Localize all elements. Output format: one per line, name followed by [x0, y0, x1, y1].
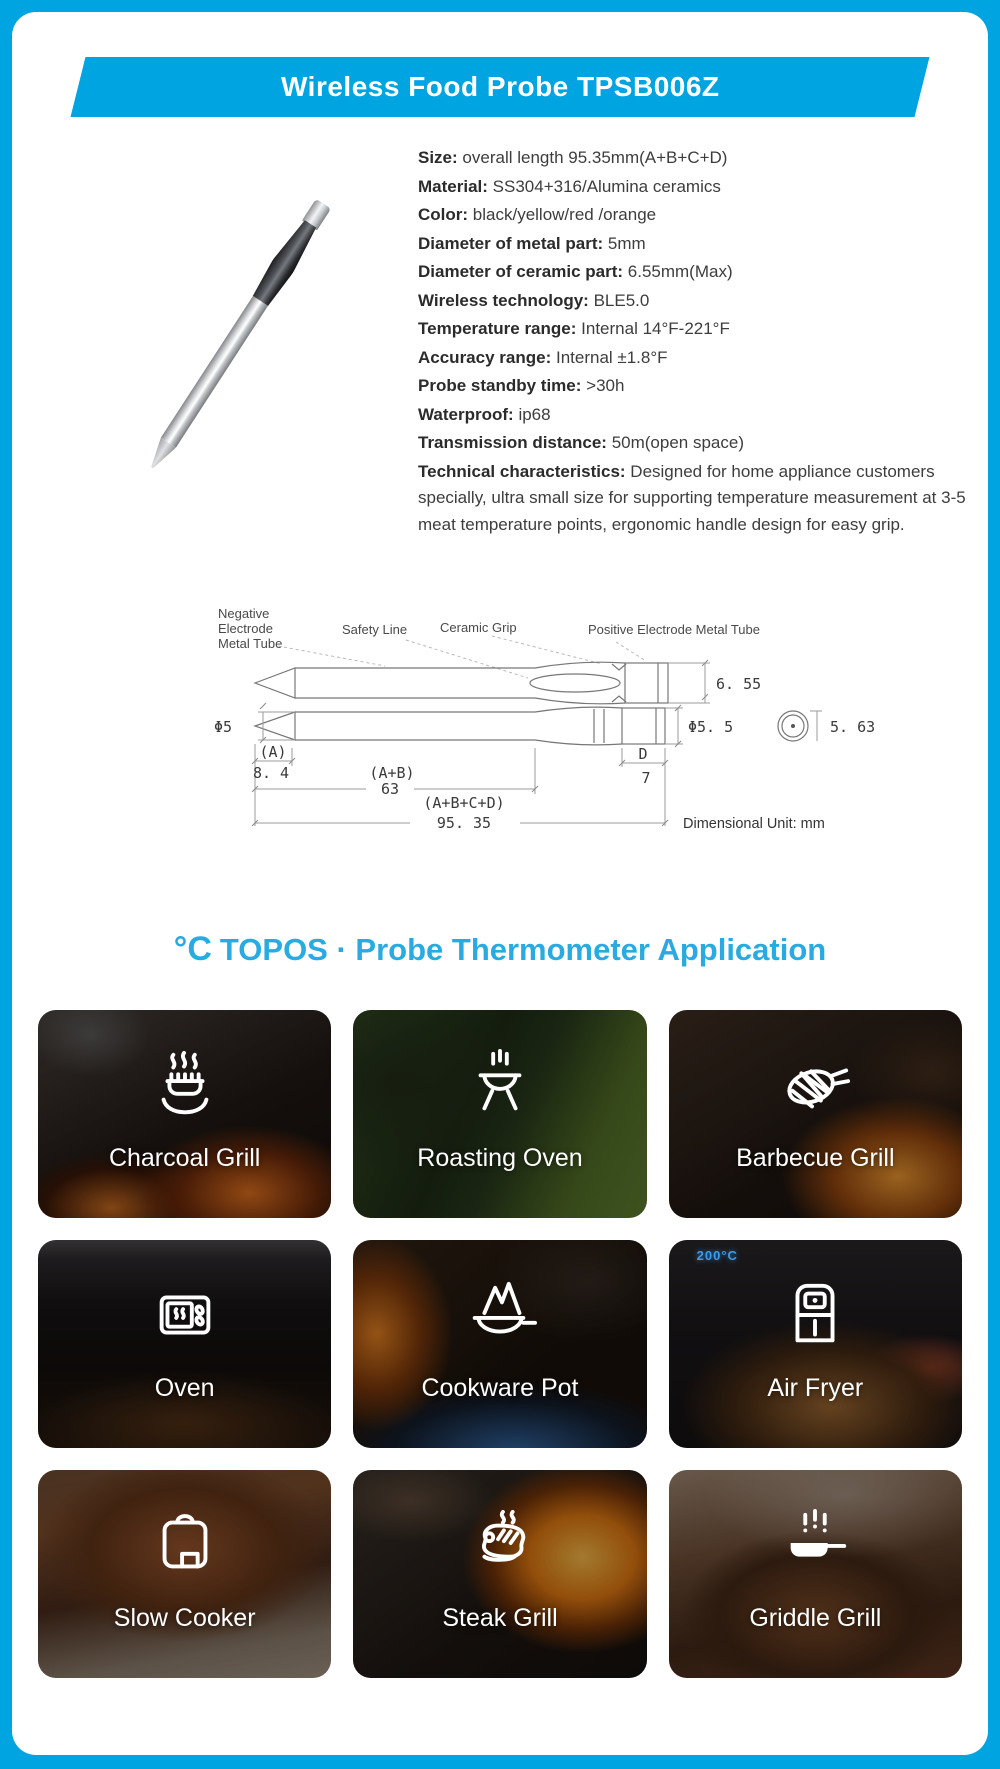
application-heading: [0, 930, 1000, 969]
dim-ceramic-diameter: 6. 55: [716, 675, 762, 693]
card-label: Cookware Pot: [421, 1374, 579, 1402]
callout-leader-lines: [278, 636, 646, 678]
griddle-grill-icon: [778, 1508, 852, 1582]
card-barbecue-grill: [669, 1010, 962, 1218]
probe-end-view: [778, 711, 808, 741]
dimensional-unit-note: Dimensional Unit: mm: [683, 816, 825, 832]
card-charcoal-grill: [38, 1010, 331, 1218]
card-roasting-oven: [353, 1010, 646, 1218]
card-griddle-grill: [669, 1470, 962, 1678]
card-label: Steak Grill: [442, 1604, 558, 1632]
dim-ab-label: (A+B): [369, 764, 415, 782]
dim-ab-value: 63: [380, 780, 400, 798]
dim-d-value: 7: [641, 769, 651, 787]
dim-tail-diameter: Φ5. 5: [688, 718, 734, 736]
topos-degree-logo: °C: [173, 930, 212, 968]
callout-ceramic-grip: Ceramic Grip: [440, 620, 517, 635]
oven-icon: [148, 1278, 222, 1352]
card-label: Charcoal Grill: [108, 1144, 261, 1172]
callout-positive-electrode: Positive Electrode Metal Tube: [588, 622, 760, 637]
card-label: Roasting Oven: [417, 1144, 583, 1172]
dim-total-label: (A+B+C+D): [423, 794, 505, 812]
dim-d-label: D: [638, 745, 648, 763]
page-title: Wireless Food Probe TPSB006Z: [280, 71, 720, 102]
dim-end-diameter: 5. 63: [830, 718, 876, 736]
spec-waterproof: Waterproof: ip68: [418, 404, 551, 424]
spec-ceramic-diameter: Diameter of ceramic part: 6.55mm(Max): [418, 262, 733, 281]
spec-material: Material: SS304+316/Alumina ceramics: [418, 176, 721, 196]
card-label: Griddle Grill: [749, 1604, 882, 1632]
probe-dimension-svg: [170, 600, 970, 850]
slow-cooker-icon: [148, 1508, 222, 1582]
card-air-fryer: [669, 1240, 962, 1448]
spec-metal-diameter: Diameter of metal part: 5mm: [418, 233, 646, 253]
spec-color: Color: black/yellow/red /orange: [418, 205, 657, 224]
card-label: Slow Cooker: [113, 1604, 256, 1632]
dim-metal-diameter: Φ5: [213, 718, 232, 736]
application-grid: [38, 1010, 962, 1678]
dim-a-label: (A): [259, 743, 287, 761]
spec-temperature-range: Temperature range: Internal 14°F-221°F: [418, 319, 730, 338]
air-fryer-icon: [778, 1278, 852, 1352]
spec-size: Size: overall length 95.35mm(A+B+C+D): [418, 148, 728, 167]
dim-total-value: 95. 35: [436, 814, 492, 832]
card-cookware-pot: [353, 1240, 646, 1448]
application-heading-text: TOPOS · Probe Thermometer Application: [219, 932, 827, 967]
spec-technical: Technical characteristics: Designed for home appliance customers specially, ultra small size for supporting temperature measurement at 3-5 meat temperature points, ergonomic handle design for easy grip.: [418, 461, 966, 534]
air-fryer-display-badge: 200°C: [696, 1248, 738, 1263]
card-slow-cooker: [38, 1470, 331, 1678]
card-label: Barbecue Grill: [736, 1144, 895, 1172]
spec-wireless: Wireless technology: BLE5.0: [418, 290, 650, 310]
dim-a-value: 8. 4: [252, 764, 290, 782]
cookware-pot-icon: [463, 1278, 537, 1352]
roasting-oven-icon: [463, 1048, 537, 1122]
callout-safety-line: Safety Line: [342, 622, 408, 637]
spec-transmission: Transmission distance: 50m(open space): [418, 433, 744, 452]
spec-accuracy: Accuracy range: Internal ±1.8°F: [418, 347, 668, 367]
card-label: Air Fryer: [767, 1374, 864, 1402]
charcoal-grill-icon: [148, 1048, 222, 1122]
barbecue-grill-icon: [778, 1048, 852, 1122]
steak-grill-icon: [463, 1508, 537, 1582]
card-oven: [38, 1240, 331, 1448]
spec-standby: Probe standby time: >30h: [418, 376, 625, 395]
dimension-drawing: [170, 600, 970, 850]
probe-side-view-bottom: [255, 707, 665, 745]
callout-negative-electrode: Negative Electrode Metal Tube: [218, 606, 283, 651]
probe-side-view-top: [255, 662, 668, 704]
spec-list: [418, 145, 968, 540]
title-banner: [71, 57, 930, 117]
card-label: Oven: [154, 1374, 215, 1402]
card-steak-grill: [353, 1470, 646, 1678]
